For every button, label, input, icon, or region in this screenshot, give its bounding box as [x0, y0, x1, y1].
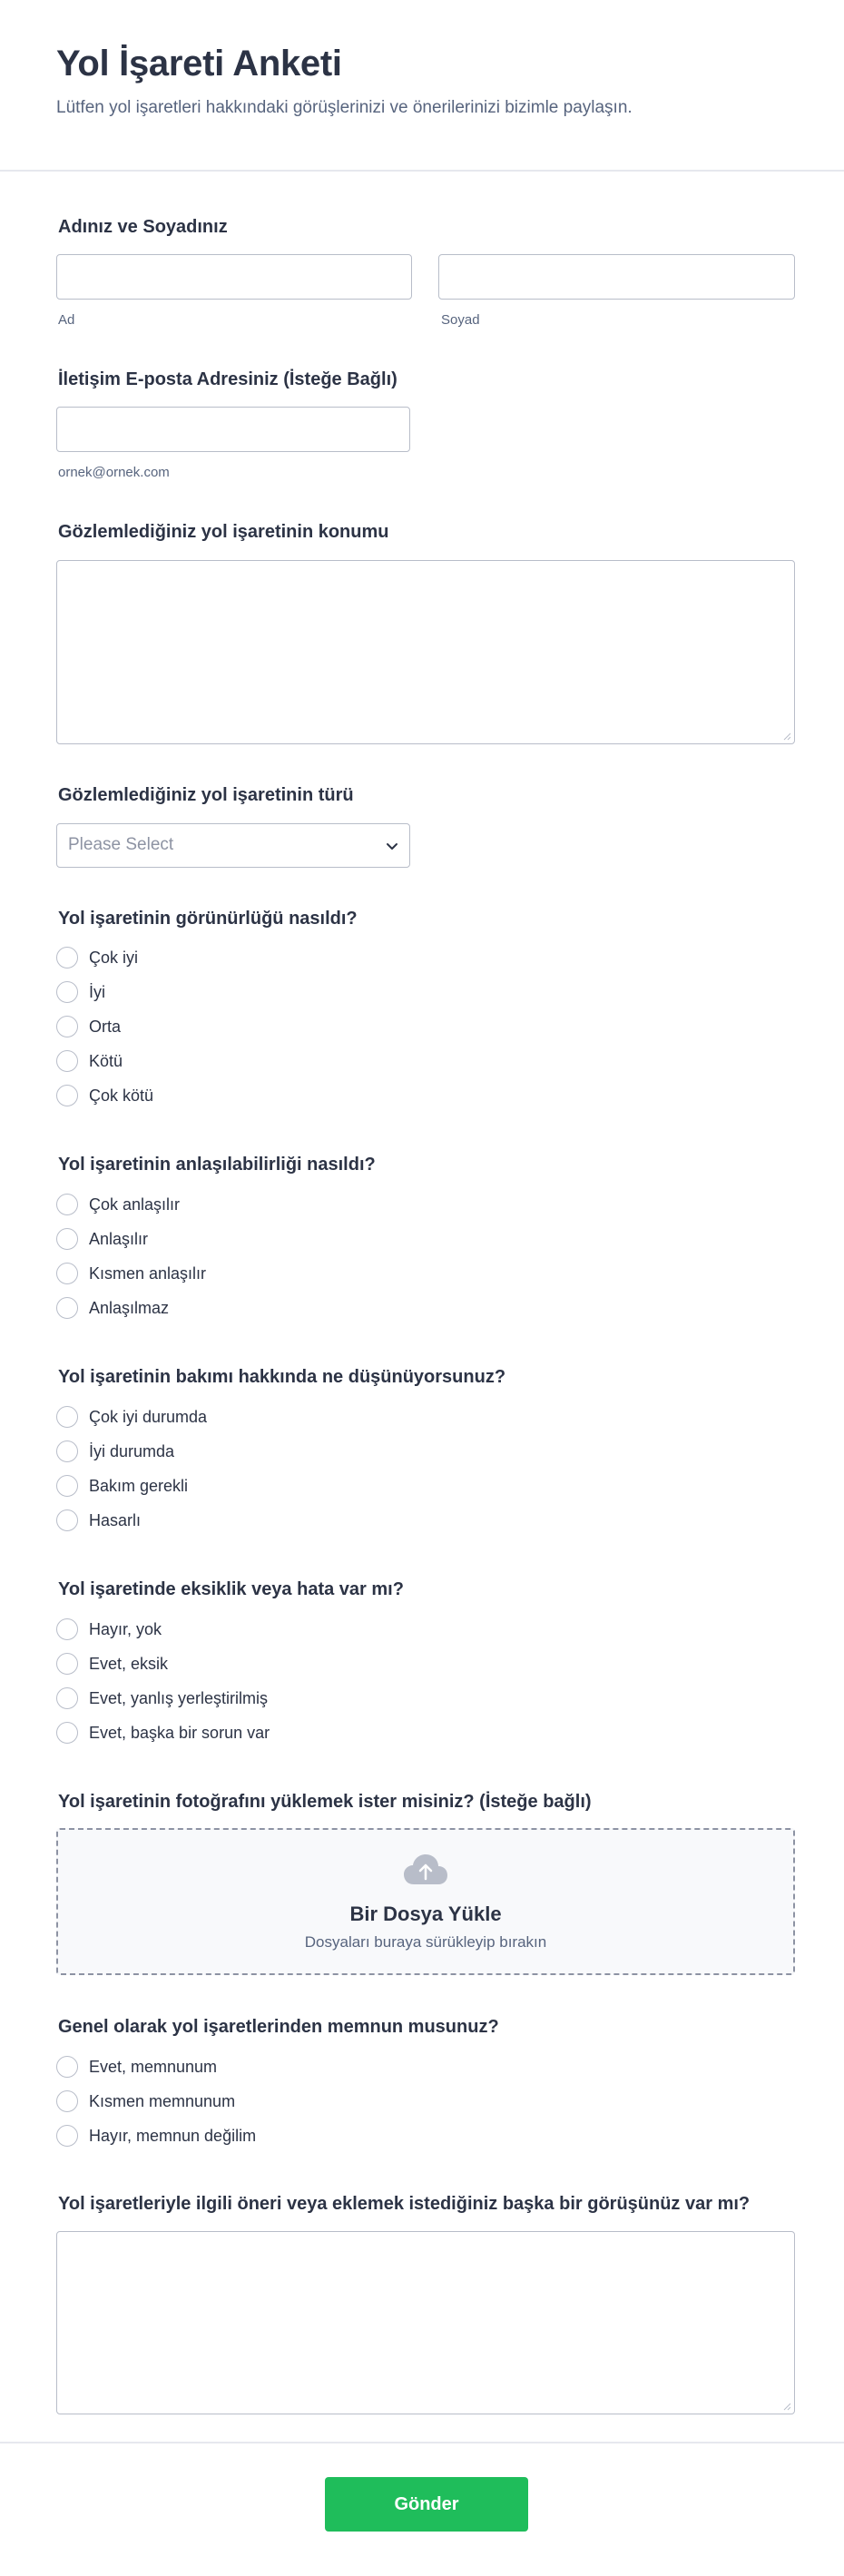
file-upload-dropzone[interactable] — [56, 1828, 795, 1975]
defects-option-1[interactable]: Hayır, yok — [56, 1616, 270, 1643]
radio-button[interactable] — [56, 1653, 78, 1675]
clarity-label: Yol işaretinin anlaşılabilirliği nasıldı? — [58, 1155, 376, 1175]
radio-button[interactable] — [56, 2125, 78, 2147]
radio-button[interactable] — [56, 981, 78, 1003]
radio-button[interactable] — [56, 1297, 78, 1319]
radio-button[interactable] — [56, 1440, 78, 1462]
sign-type-label: Gözlemlediğiniz yol işaretinin türü — [58, 785, 354, 805]
visibility-radio-group — [56, 944, 153, 1109]
page-subtitle: Lütfen yol işaretleri hakkındaki görüşlerinizi ve önerilerinizi bizimle paylaşın. — [56, 98, 633, 117]
radio-button[interactable] — [56, 947, 78, 968]
clarity-option-4[interactable]: Anlaşılmaz — [56, 1294, 206, 1322]
last-name-input[interactable] — [438, 254, 795, 300]
radio-button[interactable] — [56, 1194, 78, 1215]
comments-textarea[interactable] — [56, 2231, 795, 2414]
defects-radio-group — [56, 1616, 270, 1746]
radio-button[interactable] — [56, 1475, 78, 1497]
radio-button[interactable] — [56, 1050, 78, 1072]
comments-label: Yol işaretleriyle ilgili öneri veya eklemek istediğiniz başka bir görüşünüz var mı? — [58, 2194, 751, 2214]
visibility-option-5[interactable]: Çok kötü — [56, 1082, 153, 1109]
visibility-option-4[interactable]: Kötü — [56, 1047, 153, 1075]
radio-button[interactable] — [56, 1085, 78, 1106]
chevron-down-icon — [384, 838, 400, 854]
upload-title: Bir Dosya Yükle — [349, 1903, 502, 1925]
defects-option-2[interactable]: Evet, eksik — [56, 1650, 270, 1677]
defects-option-4[interactable]: Evet, başka bir sorun var — [56, 1719, 270, 1746]
radio-button[interactable] — [56, 1687, 78, 1709]
radio-button[interactable] — [56, 1263, 78, 1284]
visibility-label: Yol işaretinin görünürlüğü nasıldı? — [58, 909, 358, 929]
select-placeholder: Please Select — [68, 835, 174, 854]
maintenance-option-3[interactable]: Bakım gerekli — [56, 1472, 207, 1499]
email-label: İletişim E-posta Adresiniz (İsteğe Bağlı) — [58, 369, 397, 389]
visibility-option-2[interactable]: İyi — [56, 978, 153, 1006]
clarity-option-1[interactable]: Çok anlaşılır — [56, 1191, 206, 1218]
satisfaction-option-1[interactable]: Evet, memnunum — [56, 2053, 256, 2080]
satisfaction-option-3[interactable]: Hayır, memnun değilim — [56, 2122, 256, 2149]
email-sublabel: ornek@ornek.com — [58, 465, 170, 480]
maintenance-option-4[interactable]: Hasarlı — [56, 1507, 207, 1534]
location-label: Gözlemlediğiniz yol işaretinin konumu — [58, 522, 389, 542]
upload-subtitle: Dosyaları buraya sürükleyip bırakın — [304, 1933, 547, 1951]
cloud-upload-icon — [402, 1852, 449, 1888]
satisfaction-label: Genel olarak yol işaretlerinden memnun musunuz? — [58, 2017, 499, 2037]
location-textarea[interactable] — [56, 560, 795, 744]
radio-button[interactable] — [56, 2090, 78, 2112]
footer-divider — [0, 2442, 844, 2443]
satisfaction-radio-group — [56, 2053, 256, 2149]
email-input[interactable] — [56, 407, 410, 452]
sign-type-select[interactable] — [56, 823, 410, 868]
resize-grip-icon[interactable] — [782, 732, 791, 741]
radio-button[interactable] — [56, 1509, 78, 1531]
defects-label: Yol işaretinde eksiklik veya hata var mı? — [58, 1579, 404, 1599]
radio-button[interactable] — [56, 1618, 78, 1640]
last-name-sublabel: Soyad — [441, 312, 480, 328]
visibility-option-3[interactable]: Orta — [56, 1013, 153, 1040]
clarity-option-2[interactable]: Anlaşılır — [56, 1225, 206, 1253]
clarity-option-3[interactable]: Kısmen anlaşılır — [56, 1260, 206, 1287]
first-name-sublabel: Ad — [58, 312, 75, 328]
radio-button[interactable] — [56, 2056, 78, 2078]
first-name-input[interactable] — [56, 254, 412, 300]
clarity-radio-group — [56, 1191, 206, 1322]
page-title: Yol İşareti Anketi — [56, 44, 342, 84]
satisfaction-option-2[interactable]: Kısmen memnunum — [56, 2088, 256, 2115]
photo-label: Yol işaretinin fotoğrafını yüklemek ister misiniz? (İsteğe bağlı) — [58, 1792, 592, 1812]
maintenance-option-2[interactable]: İyi durumda — [56, 1438, 207, 1465]
radio-button[interactable] — [56, 1228, 78, 1250]
resize-grip-icon[interactable] — [782, 2402, 791, 2411]
maintenance-label: Yol işaretinin bakımı hakkında ne düşünüyorsunuz? — [58, 1367, 506, 1387]
name-label: Adınız ve Soyadınız — [58, 217, 228, 237]
radio-button[interactable] — [56, 1406, 78, 1428]
radio-button[interactable] — [56, 1016, 78, 1037]
submit-button[interactable]: Gönder — [325, 2477, 528, 2532]
visibility-option-1[interactable]: Çok iyi — [56, 944, 153, 971]
radio-button[interactable] — [56, 1722, 78, 1744]
form-header — [0, 0, 844, 172]
defects-option-3[interactable]: Evet, yanlış yerleştirilmiş — [56, 1685, 270, 1712]
maintenance-radio-group — [56, 1403, 207, 1534]
maintenance-option-1[interactable]: Çok iyi durumda — [56, 1403, 207, 1431]
